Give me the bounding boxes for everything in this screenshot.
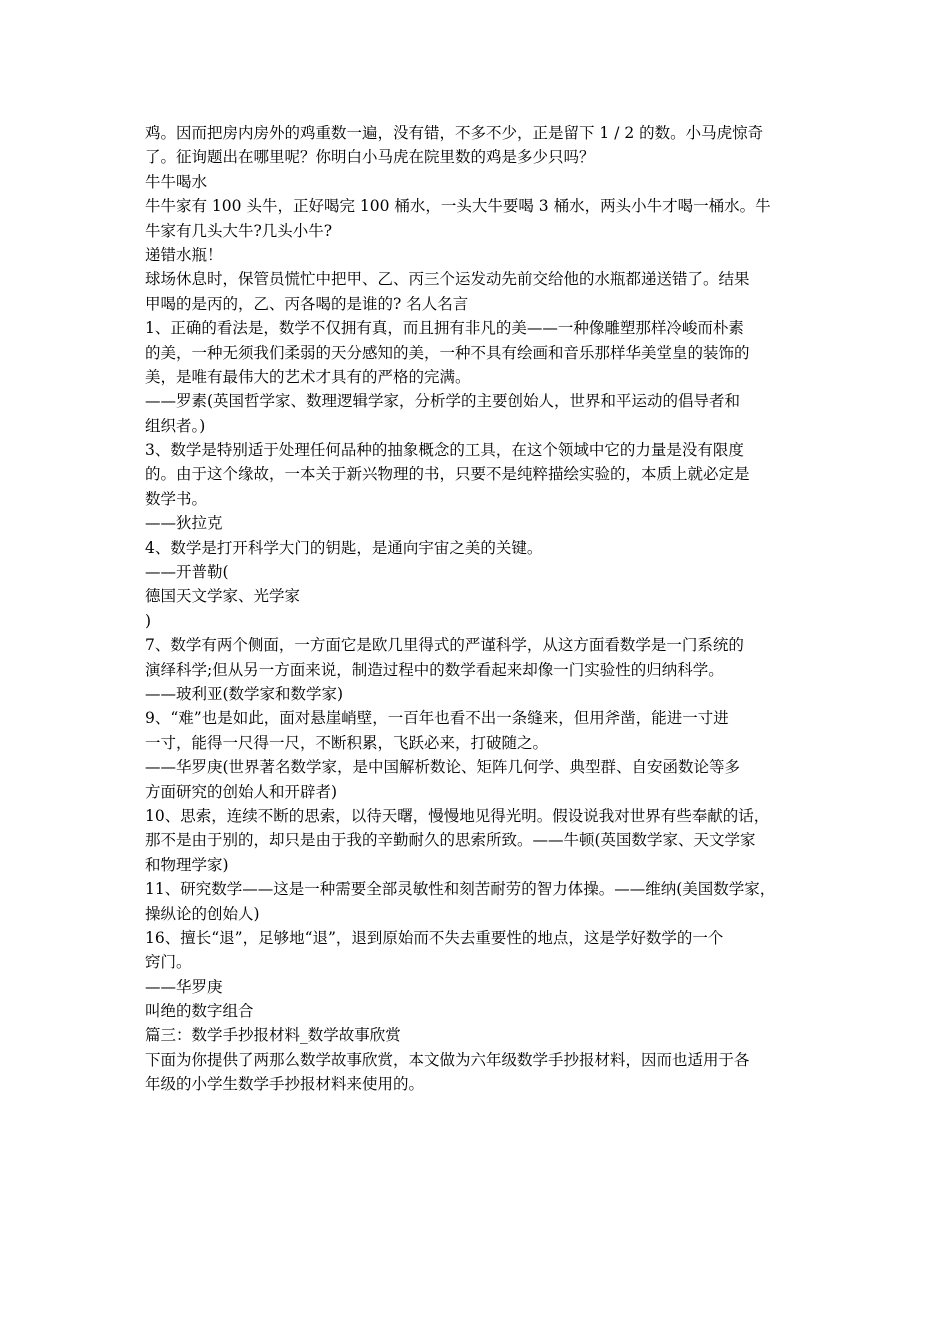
text-line: 牛家有几头大牛?几头小牛? (145, 221, 333, 240)
quote-line: 美，是唯有最伟大的艺术才具有的严格的完满。 (145, 367, 471, 386)
quote-attribution: ) (145, 611, 152, 630)
section-heading: 叫绝的数字组合 (145, 1002, 254, 1021)
quote-line: 11、研究数学——这是一种需要全部灵敏性和刻苦耐劳的智力体操。——维纳(美国数学家， (145, 880, 776, 899)
text-line: 鸡。因而把房内房外的鸡重数一遍，没有错，不多不少，正是留下 1 / 2 的数。小马虎惊奇 (145, 124, 764, 142)
article-heading: 篇三：数学手抄报材料_数学故事欣赏 (145, 1026, 401, 1045)
section-heading: 递错水瓶！ (145, 245, 223, 264)
quote-attribution: 方面研究的创始人和开辟者) (145, 782, 338, 801)
quote-line: 10、思索，连续不断的思索，以待天曙，慢慢地见得光明。假设说我对世界有些奉献的话， (145, 806, 770, 825)
text-line: 下面为你提供了两那么数学故事欣赏，本文做为六年级数学手抄报材料，因而也适用于各 (145, 1050, 750, 1069)
text-line: 牛牛家有 100 头牛，正好喝完 100 桶水，一头大牛要喝 3 桶水，两头小牛才喝一桶水。牛 (145, 197, 771, 216)
quote-line: 操纵论的创始人) (145, 904, 260, 923)
quote-attribution: ——华罗庚 (145, 977, 223, 996)
quote-attribution: ——玻利亚(数学家和数学家) (145, 684, 344, 703)
quote-line: 一寸，能得一尺得一尺，不断积累，飞跃必来，打破随之。 (145, 733, 549, 752)
quote-line: 9、“难”也是如此，面对悬崖峭壁，一百年也看不出一条缝来，但用斧凿，能进一寸进 (145, 709, 729, 728)
text-line: 了。征询题出在哪里呢？你明白小马虎在院里数的鸡是多少只吗？ (145, 148, 595, 167)
quote-line: 的。由于这个缘故，一本关于新兴物理的书，只要不是纯粹描绘实验的，本质上就必定是 (145, 465, 750, 484)
quote-line: 那不是由于别的，却只是由于我的辛勤耐久的思索所致。——牛顿(英国数学家、天文学家 (145, 831, 756, 850)
text-line: 甲喝的是丙的，乙、丙各喝的是谁的? 名人名言 (145, 294, 469, 313)
quote-attribution: 组织者。) (145, 416, 206, 435)
quote-attribution: ——开普勒( (145, 563, 229, 582)
document-body (145, 121, 813, 1097)
quote-line: 4、数学是打开科学大门的钥匙，是通向宇宙之美的关键。 (145, 538, 543, 557)
quote-attribution: ——罗素(英国哲学家、数理逻辑学家，分析学的主要创始人，世界和平运动的倡导者和 (145, 392, 741, 411)
quote-line: 1、正确的看法是，数学不仅拥有真，而且拥有非凡的美——一种像雕塑那样冷峻而朴素 (145, 319, 744, 338)
text-line: 年级的小学生数学手抄报材料来使用的。 (145, 1075, 425, 1094)
quote-attribution: ——狄拉克 (145, 514, 223, 533)
quote-line: 3、数学是特别适于处理任何品种的抽象概念的工具，在这个领域中它的力量是没有限度 (145, 441, 744, 460)
quote-attribution: ——华罗庚(世界著名数学家，是中国解析数论、矩阵几何学、典型群、自安函数论等多 (145, 758, 741, 777)
quote-line: 窍门。 (145, 953, 192, 972)
quote-line: 16、擅长“退”，足够地“退”，退到原始而不失去重要性的地点，这是学好数学的一个 (145, 928, 724, 947)
quote-line: 演绎科学;但从另一方面来说，制造过程中的数学看起来却像一门实验性的归纳科学。 (145, 660, 724, 679)
quote-line: 数学书。 (145, 489, 208, 508)
quote-line: 的美，一种无须我们柔弱的天分感知的美，一种不具有绘画和音乐那样华美堂皇的装饰的 (145, 343, 750, 362)
text-line: 球场休息时，保管员慌忙中把甲、乙、丙三个运发动先前交给他的水瓶都递送错了。结果 (145, 270, 750, 289)
quote-attribution: 德国天文学家、光学家 (145, 587, 301, 606)
quote-line: 7、数学有两个侧面，一方面它是欧几里得式的严谨科学，从这方面看数学是一门系统的 (145, 636, 744, 655)
quote-line: 和物理学家) (145, 855, 229, 874)
section-heading: 牛牛喝水 (145, 172, 208, 191)
